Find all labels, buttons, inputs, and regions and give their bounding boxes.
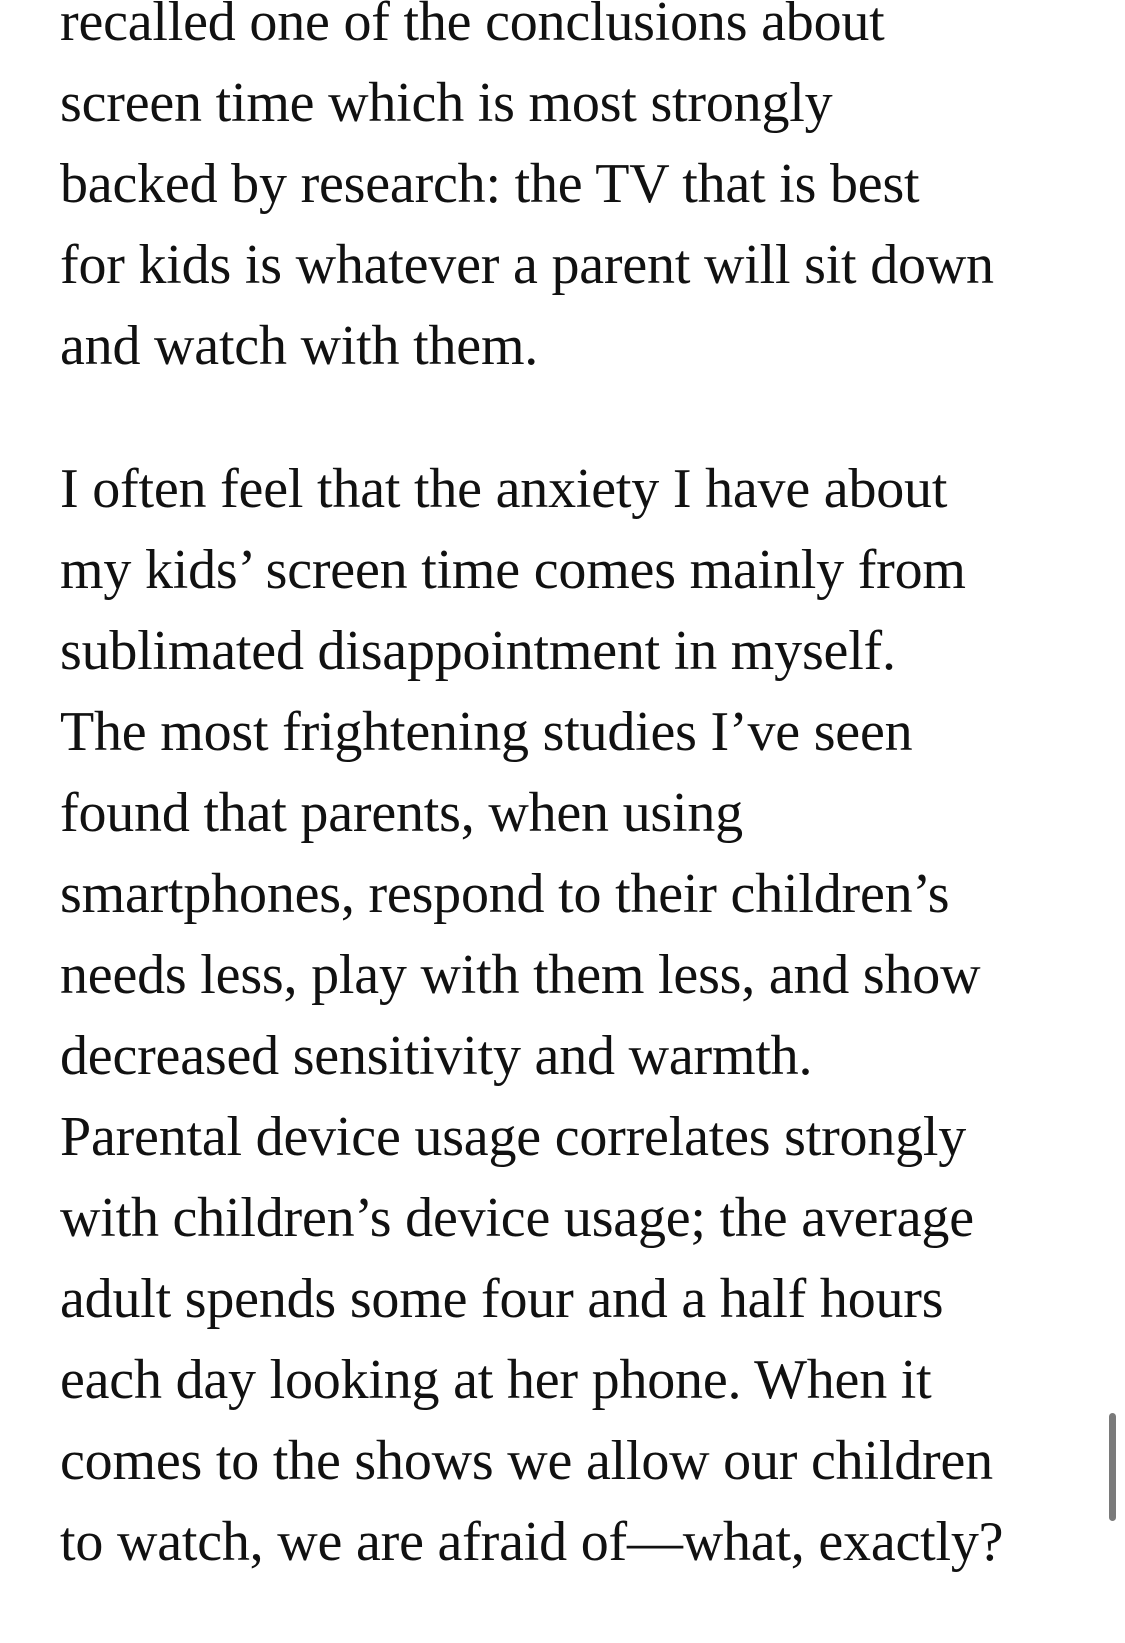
text-line: The most frightening studies I’ve seen [60,701,913,763]
text-line: comes to the shows we allow our children [60,1430,993,1492]
text-line: decreased sensitivity and warmth. [60,1025,813,1087]
text-line: screen time which is most strongly [60,72,833,134]
text-line: smartphones, respond to their children’s [60,863,950,925]
text-line: recalled one of the conclusions about [60,0,885,53]
text-line: Parental device usage correlates strongly [60,1106,967,1168]
text-line: I often feel that the anxiety I have about [60,458,948,520]
text-line: found that parents, when using [60,782,743,844]
scrollbar-thumb[interactable] [1109,1413,1116,1521]
paragraph-1 [60,0,1060,387]
paragraph-2 [60,449,1060,1583]
text-line: with children’s device usage; the average [60,1187,974,1249]
text-line: my kids’ screen time comes mainly from [60,539,966,601]
text-line: sublimated disappointment in myself. [60,620,896,682]
article-body [60,0,1060,1583]
text-line: backed by research: the TV that is best [60,153,920,215]
text-line: needs less, play with them less, and show [60,944,981,1006]
text-line: to watch, we are afraid of—what, exactly? [60,1511,1004,1573]
text-line: and watch with them. [60,315,539,377]
text-line: each day looking at her phone. When it [60,1349,932,1411]
text-line: adult spends some four and a half hours [60,1268,944,1330]
text-line: for kids is whatever a parent will sit down [60,234,994,296]
